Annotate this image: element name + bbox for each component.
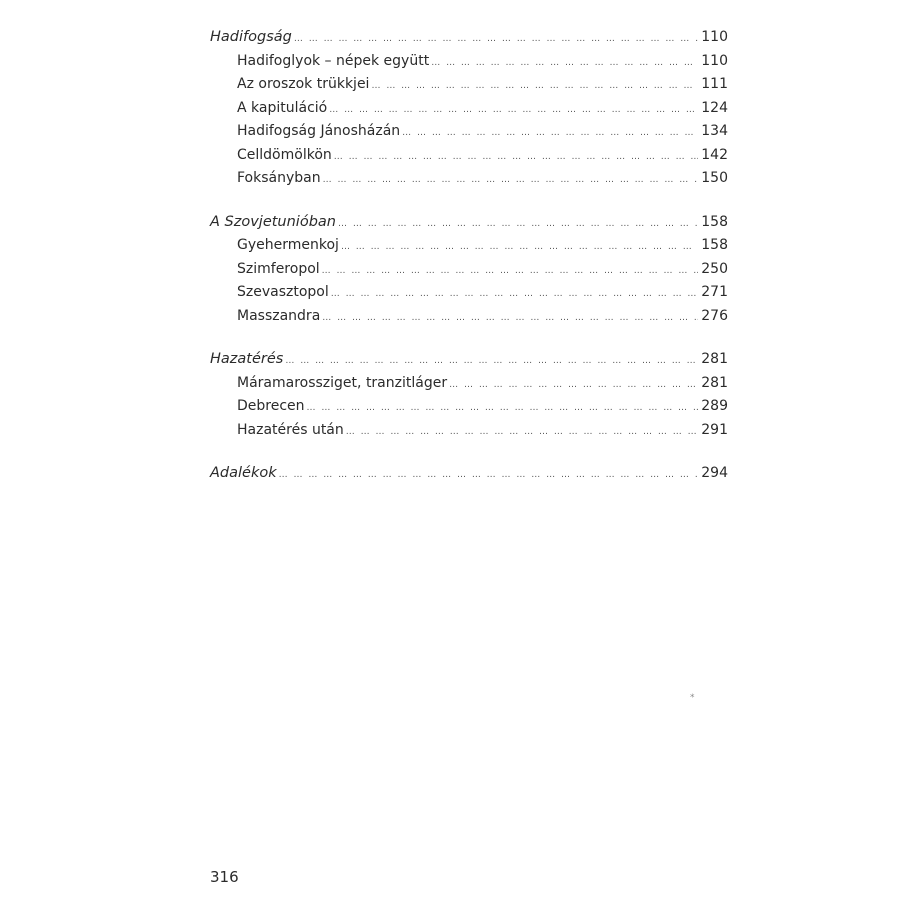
toc-page-number: 250 (701, 260, 728, 277)
dot-leader (285, 350, 698, 374)
toc-main-entry (210, 462, 728, 486)
toc-page-number: 110 (701, 29, 728, 45)
toc-main-title: Hadifogság (210, 29, 292, 45)
toc-page-number: 271 (701, 284, 728, 300)
dot-leader (346, 421, 699, 445)
dot-leader (307, 397, 699, 421)
toc-sub-entry (210, 395, 728, 419)
toc-main-title: Adalékok (210, 465, 277, 481)
dot-leader (449, 374, 698, 398)
dot-leader (431, 52, 698, 76)
toc-page-number: 111 (701, 76, 728, 92)
toc-main-entry (210, 26, 728, 50)
toc-sub-entry (210, 258, 728, 282)
dot-leader (341, 236, 698, 260)
dot-leader (338, 213, 698, 237)
toc-page-number: 281 (701, 351, 728, 367)
toc-page-number: 158 (701, 213, 728, 230)
toc-section (210, 211, 728, 329)
toc-page-number: 142 (701, 146, 728, 163)
toc-sub-entry (210, 167, 728, 191)
dot-leader (402, 122, 698, 146)
toc-page-number: 110 (701, 52, 728, 69)
toc-section (210, 348, 728, 442)
dot-leader (279, 464, 699, 488)
toc-page-number: 124 (701, 99, 728, 116)
toc-page-number: 291 (701, 421, 728, 438)
toc-page-number: 134 (701, 123, 728, 139)
toc-sub-entry (210, 419, 728, 443)
toc-sub-entry (210, 73, 728, 97)
table-of-contents (210, 26, 728, 506)
toc-sub-entry (210, 234, 728, 258)
stray-mark: * (690, 693, 695, 703)
toc-page-number: 150 (701, 170, 728, 186)
dot-leader (329, 99, 698, 123)
toc-sub-title: Máramarossziget, tranzitláger (237, 374, 448, 391)
dot-leader (323, 169, 699, 193)
toc-sub-title: Hadifoglyok – népek együtt (237, 52, 430, 69)
toc-sub-title: Hadifogság Jánosházán (237, 123, 401, 139)
toc-page-number: 294 (701, 465, 728, 481)
dot-leader (331, 283, 699, 307)
toc-main-entry (210, 211, 728, 235)
toc-page-number: 281 (701, 374, 728, 391)
page-number: 316 (210, 868, 239, 886)
toc-sub-entry (210, 281, 728, 305)
toc-sub-title: Masszandra (237, 307, 321, 324)
toc-page-number: 289 (701, 398, 728, 414)
toc-sub-title: Az oroszok trükkjei (237, 76, 370, 92)
dot-leader (334, 146, 699, 170)
toc-main-title: A Szovjetunióban (210, 213, 336, 230)
toc-sub-entry (210, 372, 728, 396)
toc-main-entry (210, 348, 728, 372)
toc-sub-title: Foksányban (237, 170, 321, 186)
toc-sub-title: Szimferopol (237, 260, 320, 277)
toc-page-number: 158 (701, 237, 728, 253)
dot-leader (371, 75, 698, 99)
toc-sub-title: Gyehermenkoj (237, 237, 339, 253)
toc-section (210, 26, 728, 191)
toc-sub-entry (210, 305, 728, 329)
toc-sub-entry (210, 50, 728, 74)
toc-sub-title: Celldömölkön (237, 146, 332, 163)
toc-main-title: Hazatérés (210, 351, 284, 367)
toc-sub-title: Szevasztopol (237, 284, 329, 300)
toc-sub-entry (210, 97, 728, 121)
toc-sub-entry (210, 120, 728, 144)
toc-section (210, 462, 728, 486)
toc-sub-title: Debrecen (237, 398, 305, 414)
toc-sub-entry (210, 144, 728, 168)
toc-page-number: 276 (701, 307, 728, 324)
dot-leader (294, 28, 698, 52)
toc-sub-title: A kapituláció (237, 99, 328, 116)
toc-sub-title: Hazatérés után (237, 421, 344, 438)
dot-leader (322, 307, 698, 331)
dot-leader (322, 260, 699, 284)
